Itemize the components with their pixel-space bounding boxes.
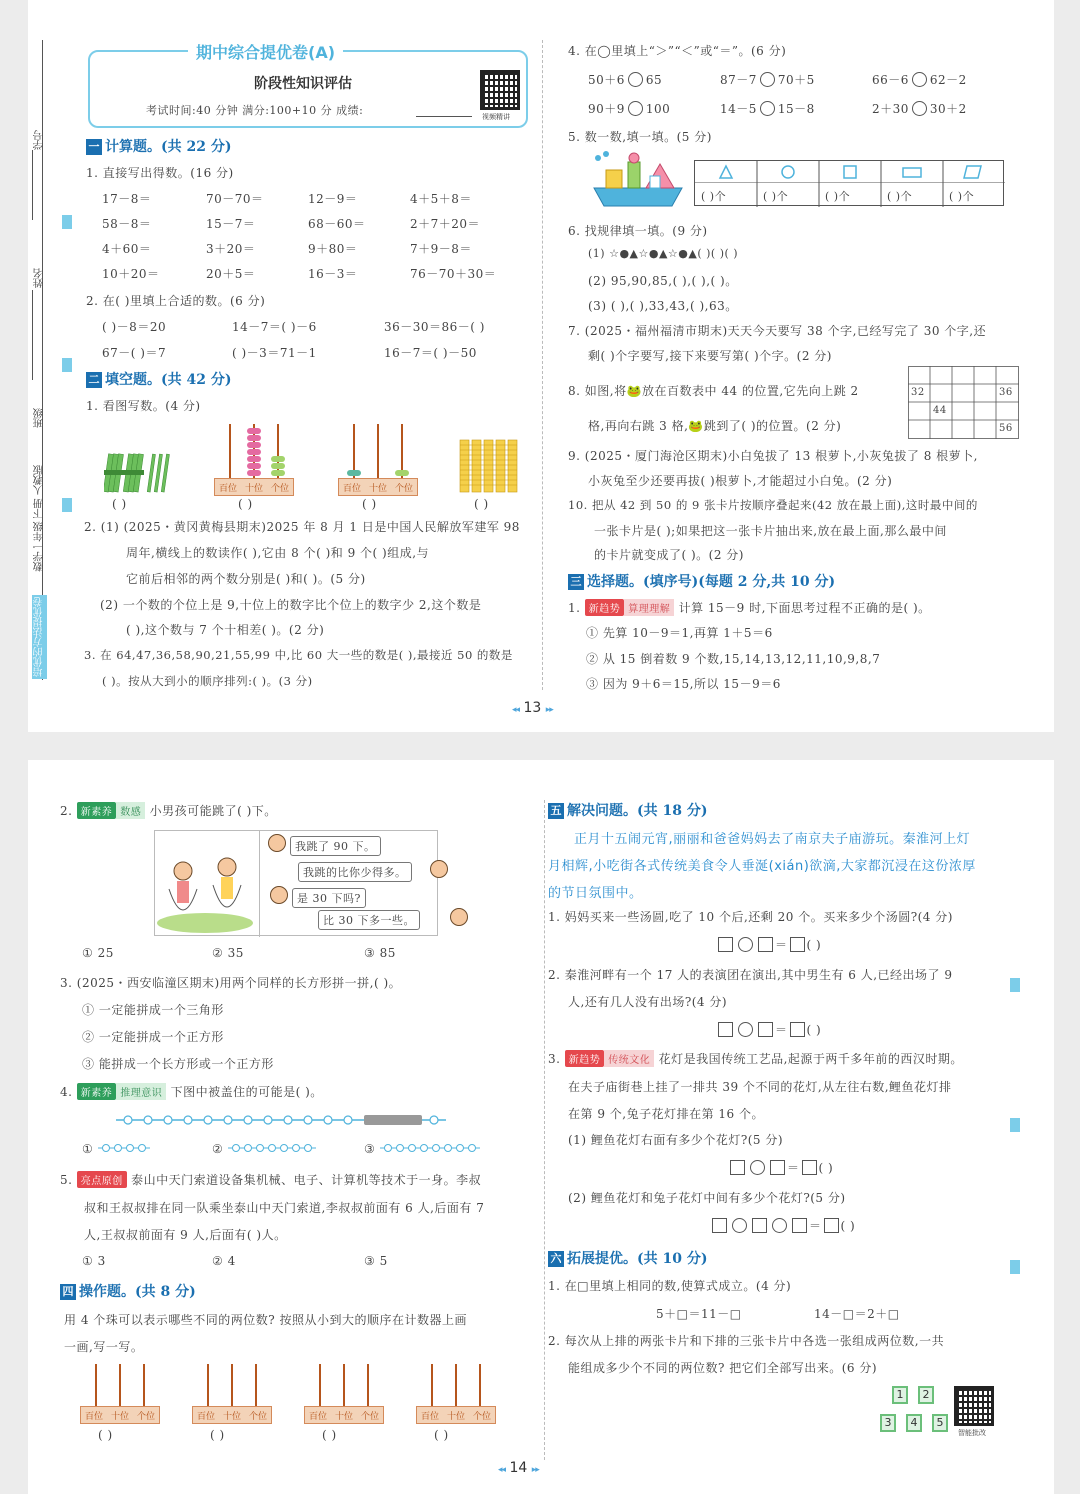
section-3-title: 三 选择题。(填序号)(每题 2 分,共 10 分) — [568, 571, 835, 591]
fill-blank-item[interactable]: 67－( )＝7 — [102, 346, 167, 360]
c5-question-b: 叔和王叔叔排在同一队乘坐泰山中天门索道,李叔叔前面有 6 人,后面有 7 — [84, 1201, 485, 1215]
name-label: 姓名 — [34, 268, 45, 288]
q2-7b: 剩( )个字要写,接下来要写第( )个字。(2 分) — [588, 349, 832, 363]
c3-option-2[interactable]: ② 一定能拼成一个正方形 — [82, 1030, 224, 1044]
page-13 — [28, 0, 1054, 732]
side-tab — [1010, 1260, 1020, 1274]
q2-6-2: (2) 95,90,85,( ),( ),( )。 — [588, 274, 738, 288]
calc-item[interactable]: 70－70＝ — [206, 192, 264, 206]
calc-item[interactable]: 16－3＝ — [308, 267, 358, 281]
c3-option-3[interactable]: ③ 能拼成一个长方形或一个正方形 — [82, 1057, 274, 1071]
counter-abacus[interactable]: 百位 十位 个位 — [304, 1364, 384, 1424]
p2-equation[interactable]: ＝ ( ) — [716, 1021, 821, 1038]
number-card: 3 — [880, 1414, 896, 1432]
stick-bundles-image — [104, 450, 174, 500]
calc-item[interactable]: 12－9＝ — [308, 192, 358, 206]
qr-caption: 视频精讲 — [482, 113, 510, 121]
q2-4: 4. 在◯里填上“＞”“＜”或“＝”。(6 分) — [568, 44, 787, 58]
compare-item[interactable]: 50＋6 65 — [588, 73, 663, 87]
c4-option-2[interactable]: ② — [212, 1142, 316, 1156]
p3-question-c: 在第 9 个,兔子花灯排在第 16 个。 — [568, 1107, 764, 1121]
side-tab — [1010, 978, 1020, 992]
column-divider — [542, 40, 543, 690]
story-line-3: 的节日氛围中。 — [548, 886, 643, 901]
story-line-1: 正月十五闹元宵,丽丽和爸爸妈妈去了南京夫子庙游玩。秦淮河上灯 — [574, 832, 971, 847]
q2-8b: 格,再向右跳 3 格,🐸跳到了( )的位置。(2 分) — [588, 419, 842, 433]
answer-blank[interactable]: ( ) — [474, 497, 489, 511]
compare-circle — [628, 72, 643, 87]
counter-abacus[interactable]: 百位 十位 个位 — [80, 1364, 160, 1424]
q2-6-3: (3) ( ),( ),33,43,( ),63。 — [588, 299, 738, 313]
abacus-1: 百位 十位 个位 — [214, 424, 294, 496]
p3-1-equation[interactable]: ＝ ( ) — [728, 1159, 833, 1176]
q2-1: 1. 看图写数。(4 分) — [86, 399, 201, 413]
number-card: 5 — [932, 1414, 948, 1432]
calc-item[interactable]: 4＋5＋8＝ — [410, 192, 472, 206]
p2-question-a: 2. 秦淮河畔有一个 17 人的表演团在演出,其中男生有 6 人,已经出场了 9 — [548, 968, 953, 982]
speech-bubble: 是 30 下吗? — [292, 888, 366, 908]
calc-item[interactable]: 17－8＝ — [102, 192, 152, 206]
q2-6: 6. 找规律填一填。(9 分) — [568, 224, 708, 238]
class-label: 班级 — [34, 408, 45, 428]
c5-question-a: 5. 亮点原创 泰山中天门索道设备集机械、电子、计算机等技术于一身。李叔 — [60, 1173, 482, 1187]
e1-equation-b[interactable]: 14－□＝2＋□ — [814, 1307, 900, 1321]
number-card: 4 — [906, 1414, 922, 1432]
e2-question-a: 2. 每次从上排的两张卡片和下排的三张卡片中各选一张组成两位数,一共 — [548, 1334, 945, 1348]
compare-item[interactable]: 66－6 62－2 — [872, 73, 967, 87]
child-face-icon — [450, 908, 468, 926]
answer-blank[interactable]: ( ) — [112, 497, 127, 511]
side-tab — [1010, 1118, 1020, 1132]
p3-2-equation[interactable]: ＝ ( ) — [710, 1217, 855, 1234]
answer-blank[interactable]: ( ) — [322, 1428, 337, 1442]
q2-2-1b: 周年,横线上的数读作( ),它由 8 个( )和 9 个( )组成,与 — [126, 546, 430, 560]
answer-blank[interactable]: ( ) — [210, 1428, 225, 1442]
fill-blank-item[interactable]: 14－7＝( )－6 — [232, 320, 317, 334]
book-label: 数学一年级 下册 人教版 — [34, 465, 45, 572]
qr-code[interactable] — [480, 70, 520, 110]
c1-option-1[interactable]: ① 先算 10－9＝1,再算 1＋5＝6 — [586, 626, 773, 640]
q1-2: 2. 在( )里填上合适的数。(6 分) — [86, 294, 266, 308]
calc-item[interactable]: 68－60＝ — [308, 217, 366, 231]
e1-question: 1. 在□里填上相同的数,使算式成立。(4 分) — [548, 1279, 792, 1293]
c5-option-2[interactable]: ② 4 — [212, 1254, 236, 1268]
p3-question-b: 在夫子庙街巷上挂了一排共 39 个不同的花灯,从左往右数,鲤鱼花灯排 — [568, 1080, 952, 1094]
c4-option-3[interactable]: ③ — [364, 1142, 480, 1156]
calc-item[interactable]: 3＋20＝ — [206, 242, 256, 256]
q2-3a: 3. 在 64,47,36,58,90,21,55,99 中,比 60 大一些的数是( ),最接近 50 的数是 — [84, 648, 513, 662]
p3-question-a: 3. 新趋势 传统文化 花灯是我国传统工艺品,起源于两千多年前的西汉时期。 — [548, 1052, 963, 1066]
q2-2-1a: 2. (1) (2025・黄冈黄梅县期末)2025 年 8 月 1 日是中国人民解放军建军 98 — [84, 520, 520, 534]
compare-item[interactable]: 14－5 15－8 — [720, 102, 815, 116]
op-text-a: 用 4 个珠可以表示哪些不同的两位数? 按照从小到大的顺序在计数器上画 — [64, 1313, 468, 1327]
number-card: 2 — [918, 1386, 934, 1404]
p1-equation[interactable]: ＝ ( ) — [716, 936, 821, 953]
calc-item[interactable]: 58－8＝ — [102, 217, 152, 231]
answer-blank[interactable]: ( ) — [98, 1428, 113, 1442]
p2-question-b: 人,还有几人没有出场?(4 分) — [568, 995, 728, 1009]
c1-option-3[interactable]: ③ 因为 9＋6＝15,所以 15－9＝6 — [586, 677, 781, 691]
abacus-2: 百位 十位 个位 — [338, 424, 418, 496]
fill-blank-item[interactable]: ( )－8＝20 — [102, 320, 167, 334]
c2-option-2[interactable]: ② 35 — [212, 946, 244, 960]
c4-question: 4. 新素养 推理意识 下图中被盖住的可能是( )。 — [60, 1085, 323, 1099]
q2-2-1c: 它前后相邻的两个数分别是( )和( )。(5 分) — [126, 572, 366, 586]
exam-meta: 考试时间:40 分钟 满分:100+10 分 成绩: — [146, 104, 364, 117]
q2-5: 5. 数一数,填一填。(5 分) — [568, 130, 712, 144]
cube-rods-image — [458, 438, 528, 498]
q2-2-2b: ( ),这个数与 7 个十相差( )。(2 分) — [126, 623, 325, 637]
child-face-icon — [268, 834, 286, 852]
brand-label: 培优的方法提优卷 — [34, 597, 45, 677]
answer-blank[interactable]: ( ) — [434, 1428, 449, 1442]
page-number: ◂◂ 14 ▸▸ — [498, 1460, 539, 1476]
section-2-title: 二 填空题。(共 42 分) — [86, 369, 231, 389]
p3-1-question: (1) 鲤鱼花灯右面有多少个花灯?(5 分) — [568, 1133, 784, 1147]
q2-9a: 9. (2025・厦门海沧区期末)小白兔拔了 13 根萝卜,小灰兔拔了 8 根萝卜, — [568, 449, 978, 463]
q2-10c: 的卡片就变成了( )。(2 分) — [594, 548, 744, 562]
calc-item[interactable]: 2＋7＋20＝ — [410, 217, 481, 231]
calc-item[interactable]: 15－7＝ — [206, 217, 256, 231]
answer-blank[interactable]: ( ) — [238, 497, 253, 511]
e1-equation-a[interactable]: 5＋□＝11－□ — [656, 1307, 742, 1321]
c5-option-3[interactable]: ③ 5 — [364, 1254, 388, 1268]
side-tab — [62, 358, 72, 372]
page-number: ◂◂ 13 ▸▸ — [512, 700, 553, 716]
c1-option-2[interactable]: ② 从 15 倒着数 9 个数,15,14,13,12,11,10,9,8,7 — [586, 652, 881, 666]
covered-bead-line — [116, 1112, 446, 1131]
q1-1: 1. 直接写出得数。(16 分) — [86, 166, 234, 180]
calc-item[interactable]: 7＋9－8＝ — [410, 242, 472, 256]
qr-caption: 智能批改 — [958, 1429, 986, 1437]
story-line-2: 月相辉,小吃街各式传统美食令人垂涎(xián)欲滴,大家都沉浸在这份浓厚 — [548, 859, 976, 874]
q2-2-2a: (2) 一个数的个位上是 9,十位上的数字比个位上的数字少 2,这个数是 — [100, 598, 482, 612]
e2-question-b: 能组成多少个不同的两位数? 把它们全部写出来。(6 分) — [568, 1361, 878, 1375]
q2-9b: 小灰兔至少还要再拔( )根萝卜,才能超过小白兔。(2 分) — [588, 474, 893, 488]
section-5-title: 五 解决问题。(共 18 分) — [548, 800, 707, 820]
block-ship-image — [588, 148, 688, 212]
hundred-grid: 32 36 44 56 — [908, 366, 1020, 444]
side-tab — [62, 498, 72, 512]
compare-item[interactable]: 87－7 70＋5 — [720, 73, 815, 87]
calc-item[interactable]: 76－70＋30＝ — [410, 267, 497, 281]
student-id-label: 学号 — [34, 130, 45, 150]
child-face-icon — [430, 860, 448, 878]
c3-option-1[interactable]: ① 一定能拼成一个三角形 — [82, 1003, 224, 1017]
compare-circle — [760, 101, 775, 116]
qr-code[interactable] — [954, 1386, 994, 1426]
number-card: 1 — [892, 1386, 908, 1404]
calc-item[interactable]: 20＋5＝ — [206, 267, 256, 281]
q2-10b: 一张卡片是( );如果把这一张卡片抽出来,放在最上面,那么最中间 — [594, 524, 947, 538]
c3-question: 3. (2025・西安临潼区期末)用两个同样的长方形拼一拼,( )。 — [60, 976, 402, 990]
answer-blank[interactable]: ( ) — [362, 497, 377, 511]
c2-option-1[interactable]: ① 25 — [82, 946, 114, 960]
compare-circle — [912, 72, 927, 87]
compare-item[interactable]: 90＋9 100 — [588, 102, 671, 116]
c2-option-3[interactable]: ③ 85 — [364, 946, 396, 960]
compare-circle — [628, 101, 643, 116]
score-line — [416, 116, 472, 117]
speech-bubble: 我跳了 90 下。 — [290, 836, 381, 856]
speech-bubble: 比 30 下多一些。 — [318, 910, 420, 930]
section-6-title: 六 拓展提优。(共 10 分) — [548, 1248, 707, 1268]
q2-7a: 7. (2025・福州福清市期末)天天今天要写 38 个字,已经写完了 30 个字,还 — [568, 324, 987, 338]
q2-8a: 8. 如图,将🐸放在百数表中 44 的位置,它先向上跳 2 — [568, 384, 859, 398]
q2-10a: 10. 把从 42 到 50 的 9 张卡片按顺序叠起来(42 放在最上面),这时最中间的 — [568, 498, 978, 512]
p3-2-question: (2) 鲤鱼花灯和兔子花灯中间有多少个花灯?(5 分) — [568, 1191, 846, 1205]
exam-title: 期中综合提优卷(A) — [188, 40, 343, 63]
shape-count-table: ( )个 ( )个 ( )个 ( )个 ( )个 — [694, 160, 1004, 206]
section-4-title: 四 操作题。(共 8 分) — [60, 1281, 196, 1301]
side-tab — [62, 215, 72, 229]
fill-blank-item[interactable]: 16－7＝( )－50 — [384, 346, 477, 360]
q2-3b: ( )。按从大到小的顺序排列:( )。(3 分) — [102, 674, 313, 688]
compare-circle — [912, 101, 927, 116]
compare-item[interactable]: 2＋30 30＋2 — [872, 102, 967, 116]
fill-blank-item[interactable]: ( )－3＝71－1 — [232, 346, 317, 360]
counter-abacus[interactable]: 百位 十位 个位 — [416, 1364, 496, 1424]
q2-6-1: (1) ☆●▲☆●▲☆●▲( )( )( ) — [588, 247, 739, 260]
c5-option-1[interactable]: ① 3 — [82, 1254, 106, 1268]
p1-question: 1. 妈妈买来一些汤圆,吃了 10 个后,还剩 20 个。买来多少个汤圆?(4 分) — [548, 910, 953, 924]
op-text-b: 一画,写一写。 — [64, 1340, 144, 1354]
exam-subtitle: 阶段性知识评估 — [254, 76, 352, 92]
speech-bubble: 我跳的比你少得多。 — [298, 862, 412, 882]
counter-abacus[interactable]: 百位 十位 个位 — [192, 1364, 272, 1424]
fill-blank-item[interactable]: 36－30＝86－( ) — [384, 320, 485, 334]
page-14 — [28, 760, 1054, 1494]
section-1-title: 一 计算题。(共 22 分) — [86, 136, 231, 156]
column-divider — [544, 800, 545, 1460]
c2-question: 2. 新素养 数感 小男孩可能跳了( )下。 — [60, 804, 277, 818]
c5-question-c: 人,王叔叔前面有 9 人,后面有( )人。 — [84, 1228, 287, 1242]
c4-option-1[interactable]: ① — [82, 1142, 150, 1156]
calc-item[interactable]: 4＋60＝ — [102, 242, 152, 256]
calc-item[interactable]: 9＋80＝ — [308, 242, 358, 256]
c1-question: 1. 新趋势 算理理解 计算 15－9 时,下面思考过程不正确的是( )。 — [568, 601, 931, 615]
child-face-icon — [270, 886, 288, 904]
calc-item[interactable]: 10＋20＝ — [102, 267, 160, 281]
compare-circle — [760, 72, 775, 87]
